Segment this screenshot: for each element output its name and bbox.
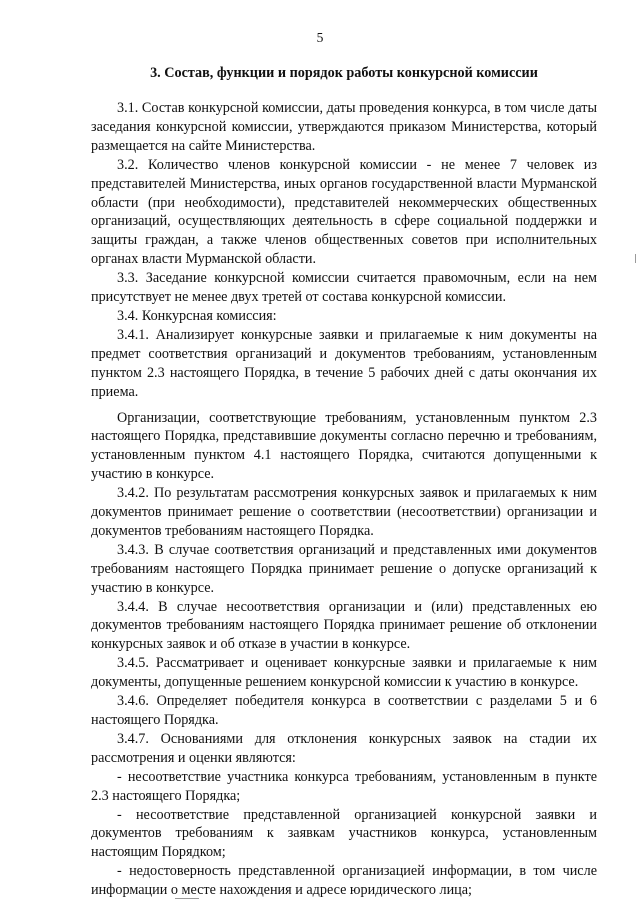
paragraph-3-1: 3.1. Состав конкурсной комиссии, даты проведения конкурса, в том числе даты заседания конкурсной комиссии, утверждаются приказом Министерства, который размещается на сайте Министерства. [91, 100, 597, 154]
paragraph-3-4-7: 3.4.7. Основаниями для отклонения конкурсных заявок на стадии их рассмотрения и оценки являются: [91, 730, 597, 766]
margin-mark [635, 254, 636, 263]
paragraph-3-4-5: 3.4.5. Рассматривает и оценивает конкурсные заявки и прилагаемые к ним документы, допущенные решением конкурсной комиссии к участию в конкурсе. [91, 655, 597, 691]
section-heading: 3. Состав, функции и порядок работы конкурсной комиссии [150, 65, 538, 81]
list-item-false-information: - недостоверность представленной организацией информации, в том числе информации о месте нахождения и адресе юридического лица; [91, 863, 597, 899]
paragraph-3-4-6: 3.4.6. Определяет победителя конкурса в соответствии с разделами 5 и 6 настоящего Порядка. [91, 693, 597, 728]
paragraph-3-4-2: 3.4.2. По результатам рассмотрения конкурсных заявок и прилагаемых к ним документов принимает решение о соответствии (несоответствии) организации и документов требованиям настоящего Порядка. [91, 485, 597, 539]
paragraph-3-2: 3.2. Количество членов конкурсной комиссии - не менее 7 человек из представителей Министерства, иных органов государственной власти Мурманской области (при необходимости), представителей некоммерческих общественных организаций, осуществляющих деятельность в сфере социальной поддержки и защиты граждан, а также членов общественных советов при исполнительных органах власти Мурманской области. [91, 156, 597, 268]
page-number: 5 [316, 30, 324, 45]
paragraph-3-3: 3.3. Заседание конкурсной комиссии считается правомочным, если на нем присутствует не менее двух третей от состава конкурсной комиссии. [91, 270, 597, 306]
paragraph-3-4-4: 3.4.4. В случае несоответствия организации и (или) представленных ею документов требованиям настоящего Порядка принимает решение об отклонении конкурсных заявок и об отказе в участии в конкурсе. [91, 598, 597, 653]
paragraph-3-4-3: 3.4.3. В случае соответствия организаций и представленных ими документов требованиям настоящего Порядка принимает решение о допуске организаций к участию в конкурсе. [91, 541, 597, 596]
page-content [91, 64, 597, 900]
list-item-documents-mismatch: - несоответствие представленной организацией конкурсной заявки и документов требованиям к заявкам участников конкурса, установленным настоящим Порядком; [91, 806, 597, 861]
footer-mark [175, 898, 199, 899]
paragraph-admitted-organizations: Организации, соответствующие требованиям, установленным пунктом 2.3 настоящего Порядка, представившие документы согласно перечню и требованиям, установленным пунктом 4.1 настоящего Порядка, считаются допущенными к участию в конкурсе. [91, 409, 597, 483]
paragraph-3-4-1: 3.4.1. Анализирует конкурсные заявки и прилагаемые к ним документы на предмет соответствия организаций и документов требованиям, установленным пунктом 2.3 настоящего Порядка, в течение 5 рабочих дней с даты окончания их приема. [91, 326, 597, 400]
list-item-requirements-mismatch: - несоответствие участника конкурса требованиям, установленным в пункте 2.3 настоящего Порядка; [91, 768, 597, 804]
paragraph-3-4: 3.4. Конкурсная комиссия: [117, 307, 277, 324]
